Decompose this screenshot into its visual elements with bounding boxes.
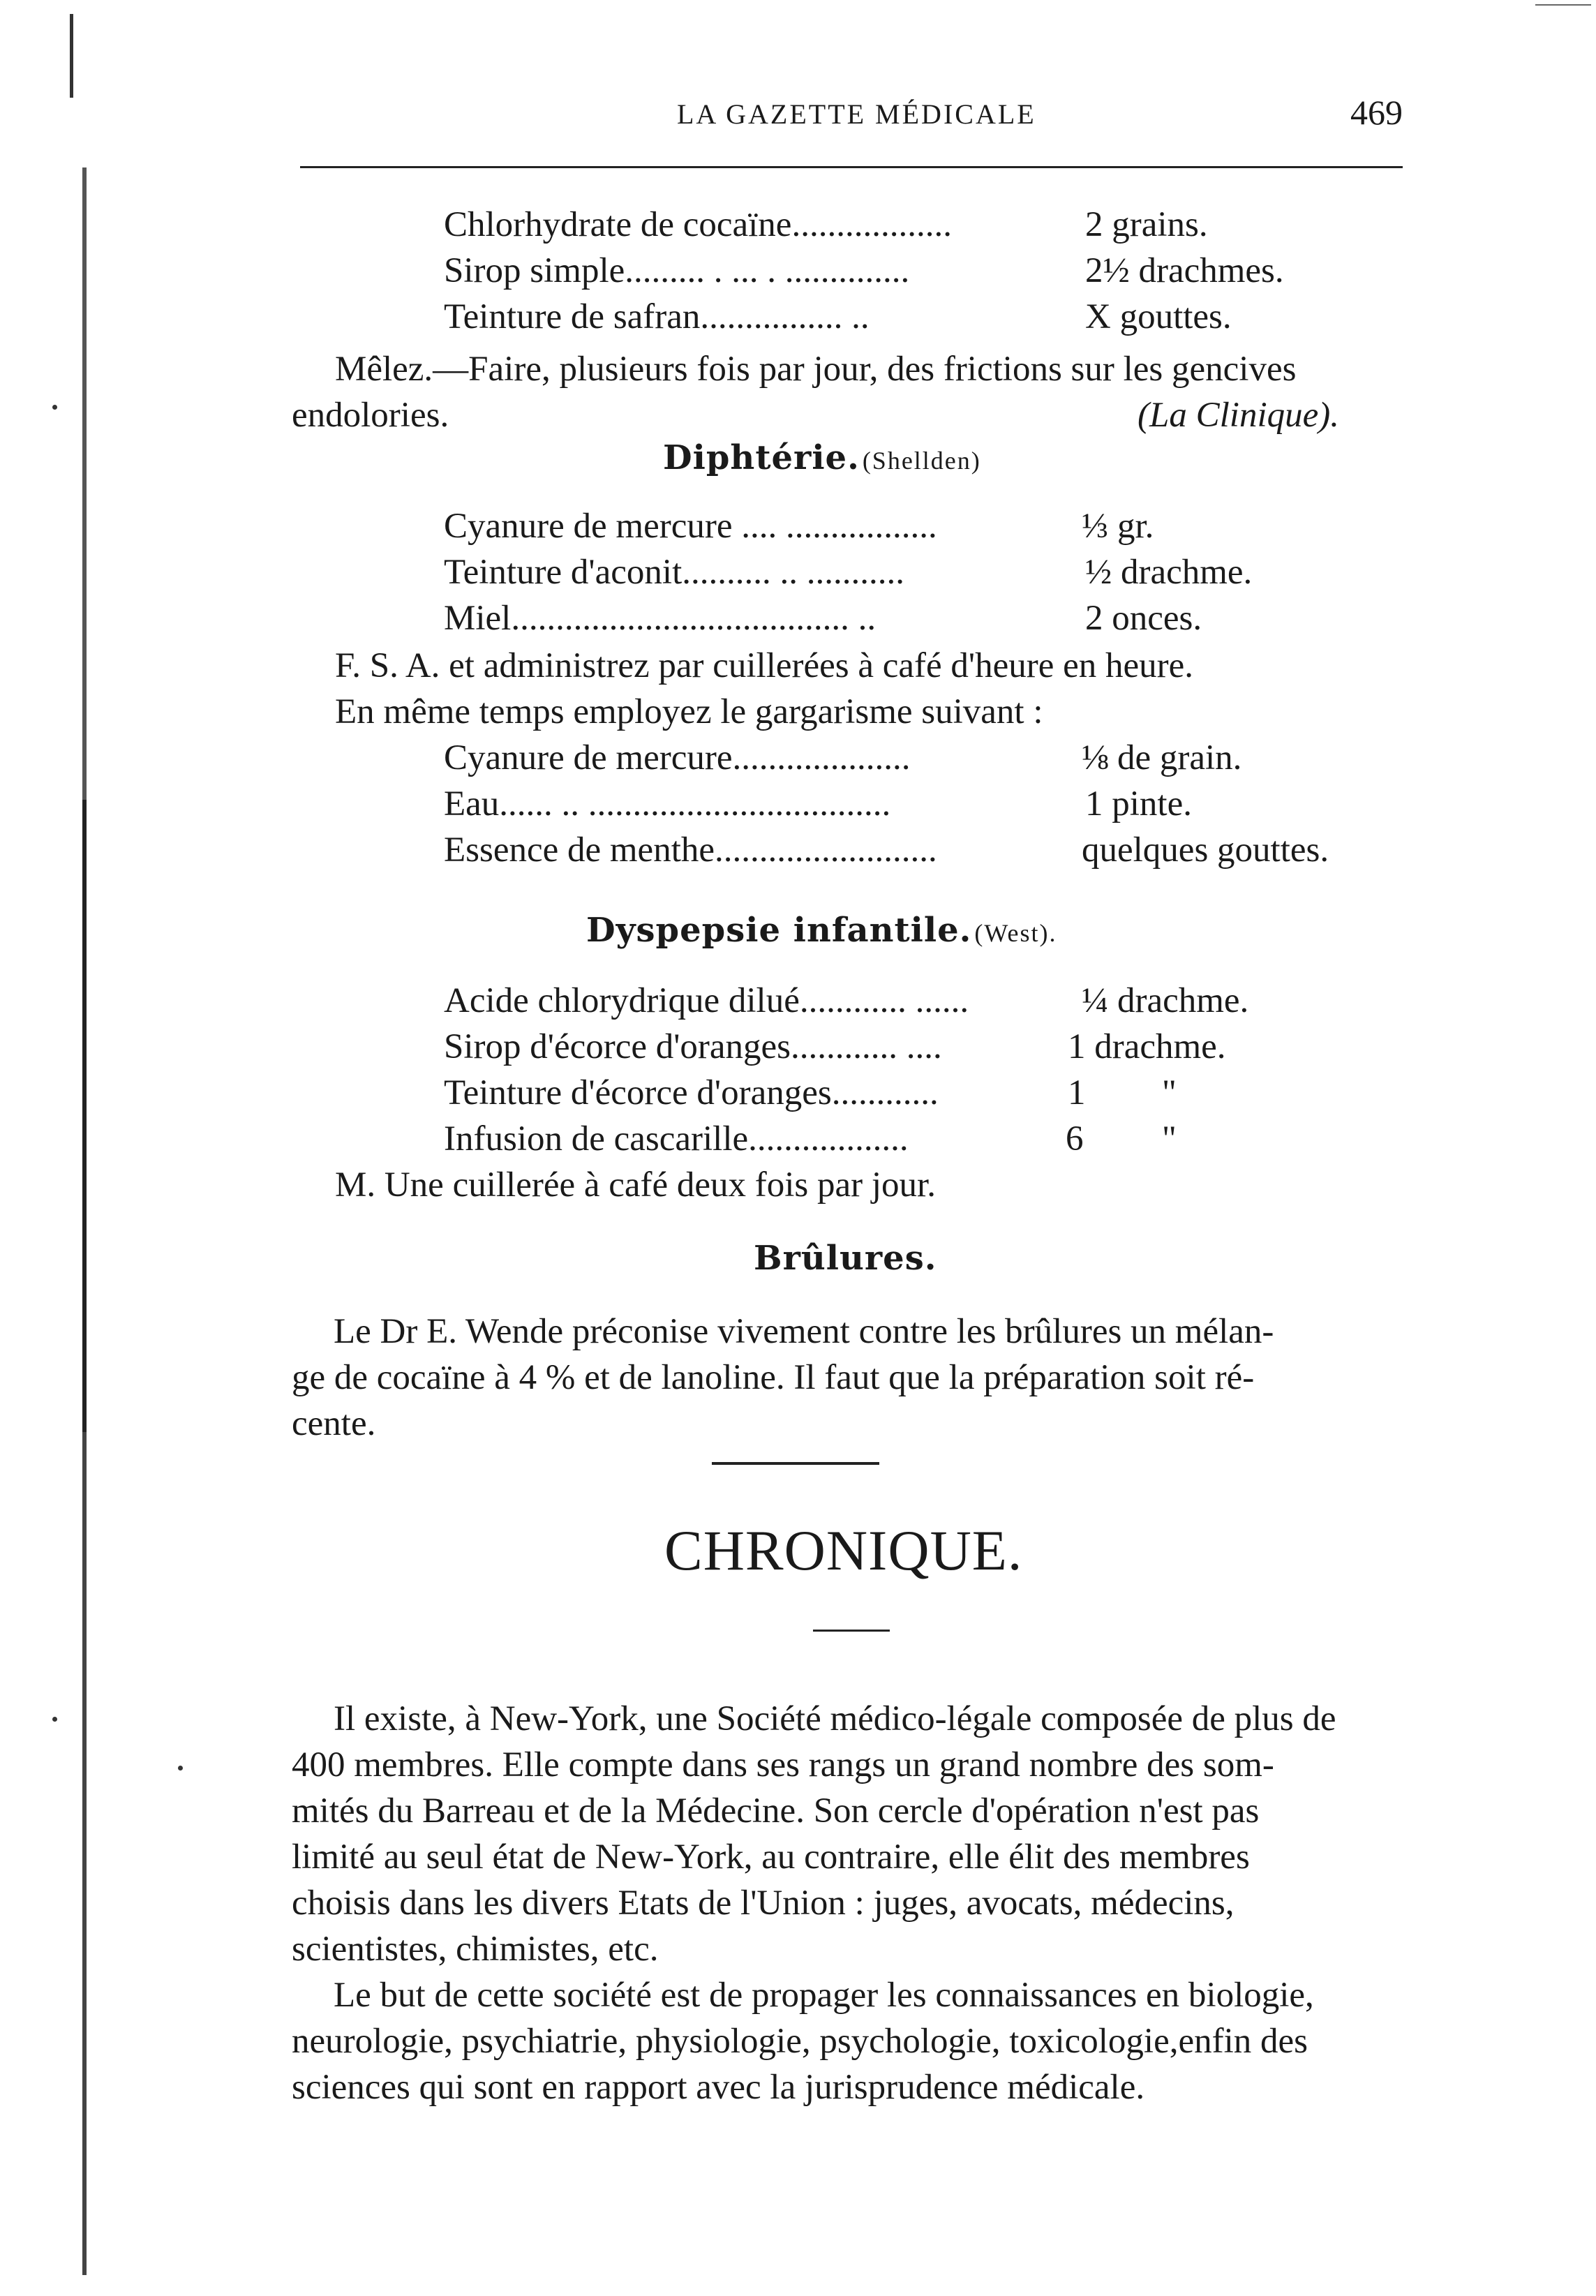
rx1-note-line1: Mêlez.—Faire, plusieurs fois par jour, des frictions sur les gencives (335, 350, 1297, 389)
rx4-instruction: M. Une cuillerée à café deux fois par jour. (335, 1165, 936, 1205)
rx1-dose-2: 2½ drachmes. (1085, 251, 1284, 290)
rx4-dose-2: 1 drachme. (1068, 1027, 1226, 1066)
rx1-drug-3: Teinture de safran................ .. (444, 297, 870, 336)
rx2-dose-2: ½ drachme. (1085, 553, 1253, 592)
section-heading-diphterie: Diphtérie. (Shellden) (663, 438, 981, 477)
rx2-dose-3: 2 onces. (1085, 599, 1202, 638)
rx2-drug-1: Cyanure de mercure .... ................. (444, 507, 937, 546)
chronique-paragraph-2 (292, 1972, 1408, 2110)
scan-dot (52, 1717, 57, 1722)
rx1-source: (La Clinique). (1138, 396, 1339, 435)
rx1-dose-3: X gouttes. (1085, 297, 1232, 336)
rx4-ditto-3: " (1162, 1073, 1177, 1112)
brulures-line: ge de cocaïne à 4 % et de lanoline. Il faut que la préparation soit ré- (292, 1358, 1255, 1397)
rx3-drug-3: Essence de menthe......................... (444, 830, 937, 870)
chronique-line: sciences qui sont en rapport avec la jurisprudence médicale. (292, 2068, 1145, 2107)
page-number: 469 (1350, 93, 1403, 132)
chronique-line: Il existe, à New-York, une Société médico-légale composée de plus de (334, 1699, 1336, 1738)
section-heading-brulures: Brûlures. (754, 1239, 937, 1278)
chronique-line: limité au seul état de New-York, au contraire, elle élit des membres (292, 1837, 1250, 1877)
rx3-drug-2: Eau...... .. .................................. (444, 784, 891, 823)
chronique-line: choisis dans les divers Etats de l'Union : juges, avocats, médecins, (292, 1884, 1235, 1923)
chronique-line: Le but de cette société est de propager les connaissances en biologie, (334, 1976, 1314, 2015)
brulures-paragraph (292, 1309, 1408, 1447)
rx1-drug-1: Chlorhydrate de cocaïne.................. (444, 205, 952, 244)
rx3-drug-1: Cyanure de mercure.................... (444, 738, 911, 777)
rx4-dose-3: 1 (1068, 1073, 1086, 1112)
rx4-drug-3: Teinture d'écorce d'oranges............ (444, 1073, 939, 1112)
scan-dot (178, 1766, 183, 1771)
rx4-dose-1: ¼ drachme. (1082, 981, 1249, 1020)
rx2-instruction-1: F. S. A. et administrez par cuillerées à café d'heure en heure. (335, 646, 1194, 685)
binding-shadow (82, 167, 87, 2275)
running-title: LA GAZETTE MÉDICALE (677, 98, 1036, 130)
rx2-instruction-2: En même temps employez le gargarisme suivant : (335, 692, 1043, 731)
rx4-ditto-4: " (1162, 1119, 1177, 1158)
rx3-dose-3: quelques gouttes. (1082, 830, 1329, 870)
chronique-line: scientistes, chimistes, etc. (292, 1930, 659, 1969)
rx2-drug-2: Teinture d'aconit.......... .. ........... (444, 553, 904, 592)
brulures-line: cente. (292, 1404, 376, 1443)
chronique-line: 400 membres. Elle compte dans ses rangs un grand nombre des som- (292, 1745, 1274, 1784)
rx4-dose-4: 6 (1066, 1119, 1084, 1158)
section-separator (712, 1462, 879, 1465)
chronique-line: mités du Barreau et de la Médecine. Son cercle d'opération n'est pas (292, 1791, 1260, 1831)
section-heading-dyspepsie: Dyspepsie infantile. (West). (586, 911, 1057, 950)
rx1-drug-2: Sirop simple......... . ... . .............. (444, 251, 910, 290)
chronique-paragraph-1 (292, 1696, 1408, 1972)
binding-shadow-top (70, 14, 73, 98)
scan-dot (52, 405, 57, 410)
chronique-line: neurologie, psychiatrie, physiologie, psychologie, toxicologie,enfin des (292, 2022, 1308, 2061)
rx3-dose-2: 1 pinte. (1085, 784, 1192, 823)
title-rule (813, 1630, 890, 1632)
rx4-drug-4: Infusion de cascarille.................. (444, 1119, 909, 1158)
rx4-drug-1: Acide chlorydrique dilué............ ...... (444, 981, 969, 1020)
scan-edge-mark (1535, 4, 1591, 6)
header-rule (300, 166, 1403, 168)
chronique-title: CHRONIQUE. (664, 1519, 1023, 1582)
rx2-drug-3: Miel...................................... .. (444, 599, 877, 638)
brulures-line: Le Dr E. Wende préconise vivement contre les brûlures un mélan- (334, 1312, 1274, 1351)
rx1-dose-1: 2 grains. (1085, 205, 1208, 244)
rx3-dose-1: ⅛ de grain. (1082, 738, 1242, 777)
rx4-drug-2: Sirop d'écorce d'oranges............ .... (444, 1027, 942, 1066)
rx1-note-line2: endolories. (292, 396, 449, 435)
rx2-dose-1: ⅓ gr. (1082, 507, 1154, 546)
